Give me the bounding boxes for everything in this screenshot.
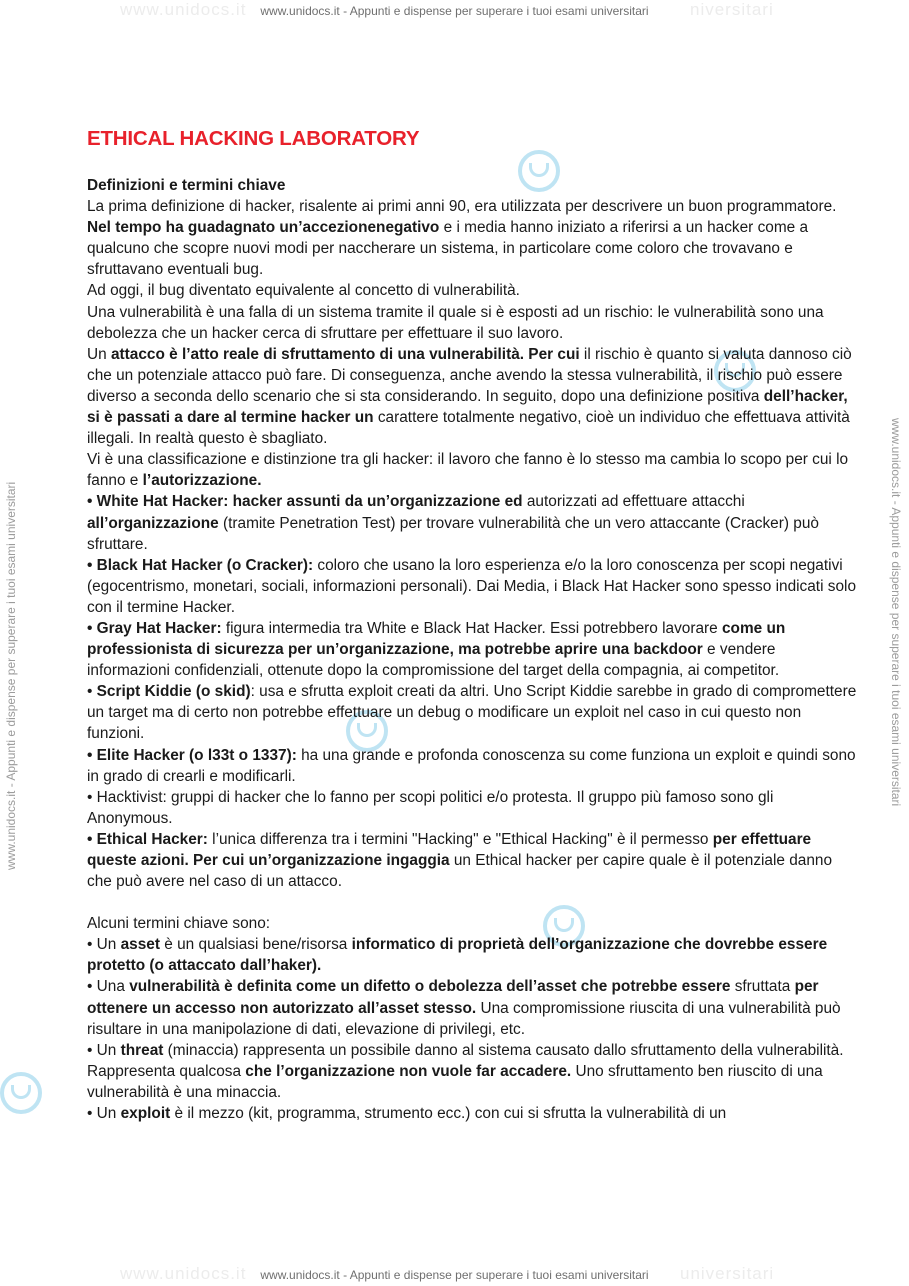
list-item: • White Hat Hacker: hacker assunti da un’organizzazione ed autorizzati ad effettuare attacchi all’organizzazione (tramite Penetration Test) per trovare vulnerabilità che un vero attaccante (Cracker) può sfruttare. — [87, 493, 819, 553]
list-item: • Un asset è un qualsiasi bene/risorsa informatico di proprietà dell’organizzazione che dovrebbe essere protetto (o attaccato dall’haker). — [87, 936, 828, 975]
paragraph: Una vulnerabilità è una falla di un sistema tramite il quale si è esposti ad un rischio: le vulnerabilità sono una debolezza che un hacker cerca di sfruttare per effettuare il suo lavoro. — [87, 303, 824, 342]
paragraph: Vi è una classificazione e distinzione tra gli hacker: il lavoro che fanno è lo stesso ma cambia lo scopo per cui lo fanno e l’autorizzazione. — [87, 451, 849, 490]
section-heading: Definizioni e termini chiave — [87, 177, 286, 194]
unidocs-smile-logo-icon — [0, 1072, 42, 1114]
watermark-top: www.unidocs.it - Appunti e dispense per superare i tuoi esami universitari — [260, 4, 649, 18]
list-item: • Ethical Hacker: l’unica differenza tra i termini "Hacking" e "Ethical Hacking" è il permesso per effettuare queste azioni. Per cui un’organizzazione ingaggia un Ethical hacker per capire quale è il potenziale danno che può avere nel caso di un attacco. — [87, 830, 833, 891]
list-item: • Elite Hacker (o l33t o 1337): ha una grande e profonda conoscenza su come funziona un exploit e quindi sono in grado di crearli e modificarli. — [87, 746, 856, 785]
watermark-bottom-ghost-right: universitari — [680, 1264, 775, 1283]
list-item: • Una vulnerabilità è definita come un difetto o debolezza dell’asset che potrebbe essere sfruttata per ottenere un accesso non autorizzato all’asset stesso. Una compromissione riuscita di una vulnerabilità può risultare in una manipolazione di dati, elevazione di privilegi, etc. — [87, 978, 841, 1038]
list-item: • Black Hat Hacker (o Cracker): coloro che usano la loro esperienza e/o la loro conoscenza per scopi negativi (egocentrismo, monetari, sociali, informazioni personali). Dai Media, i Black Hat Hacker sono spesso indicati solo con il termine Hacker. — [87, 556, 857, 616]
list-item: • Un exploit è il mezzo (kit, programma, strumento ecc.) con cui si sfrutta la vulnerabilità di un — [87, 1105, 727, 1123]
list-item: • Un threat (minaccia) rappresenta un possibile danno al sistema causato dallo sfruttamento della vulnerabilità. Rappresenta qualcosa che l’organizzazione non vuole far accadere. Uno sfruttamento ben riuscito di una vulnerabilità è una minaccia. — [87, 1041, 844, 1101]
watermark-ghost-right: niversitari — [690, 0, 774, 19]
watermark-ghost-left: www.unidocs.it — [120, 0, 247, 19]
list-item: • Gray Hat Hacker: figura intermedia tra White e Black Hat Hacker. Essi potrebbero lavorare come un professionista di sicurezza per un’organizzazione, ma potrebbe aprire una backdoor e vendere informazioni confidenziali, ottenute dopo la compromissione del target della compagnia, ai competitor. — [87, 619, 786, 680]
document-title: ETHICAL HACKING LABORATORY — [87, 127, 420, 150]
watermark-side-left: www.unidocs.it - Appunti e dispense per superare i tuoi esami universitari — [4, 481, 18, 870]
terms-intro: Alcuni termini chiave sono: — [87, 915, 271, 933]
watermark-side-right: www.unidocs.it - Appunti e dispense per superare i tuoi esami universitari — [889, 418, 903, 807]
paragraph: Ad oggi, il bug diventato equivalente al concetto di vulnerabilità. — [87, 282, 520, 300]
paragraph: Un attacco è l’atto reale di sfruttamento di una vulnerabilità. Per cui il rischio è quanto si valuta dannoso ciò che un potenziale attacco può fare. Di conseguenza, anche avendo la stessa vulnerabilità, il rischio può essere diverso a seconda dello scenario che si sta considerando. In seguito, dopo una definizione positiva dell’hacker, si è passati a dare al termine hacker un carattere totalmente negativo, cioè un individuo che effettuava attività illegali. In realtà questo è sbagliato. — [87, 345, 852, 448]
list-item: • Hacktivist: gruppi di hacker che lo fanno per scopi politici e/o protesta. Il gruppo più famoso sono gli Anonymous. — [87, 788, 774, 827]
watermark-bottom: www.unidocs.it - Appunti e dispense per superare i tuoi esami universitari — [260, 1268, 649, 1282]
watermark-bottom-ghost-left: www.unidocs.it — [120, 1264, 247, 1283]
document-page — [87, 126, 859, 1124]
list-item: • Script Kiddie (o skid): usa e sfrutta exploit creati da altri. Uno Script Kiddie sarebbe in grado di compromettere un target ma di certo non potrebbe effettuare un debug o modificare un exploit nel caso in cui questo non funzioni. — [87, 683, 857, 743]
paragraph: La prima definizione di hacker, risalente ai primi anni 90, era utilizzata per descrivere un buon programmatore. Nel tempo ha guadagnato un’accezionenegativo e i media hanno iniziato a riferirsi a un hacker come a qualcuno che scopre nuovi modi per naccherare un sistema, in particolare come coloro che trovavano e sfruttavano eventuali bug. — [87, 198, 837, 279]
